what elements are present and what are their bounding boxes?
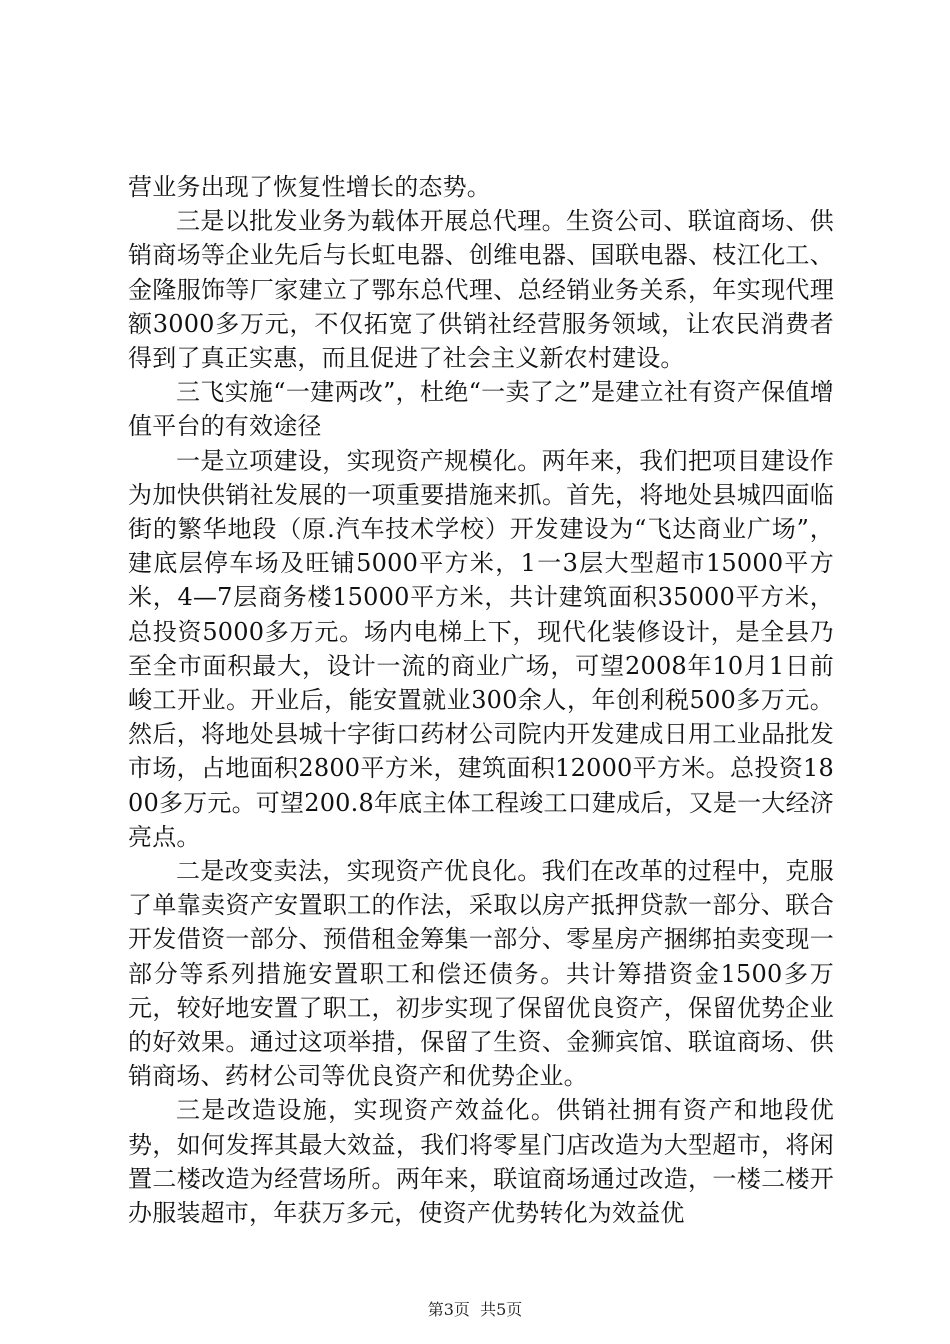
paragraph-general-agency: 三是以批发业务为载体开展总代理。生资公司、联谊商场、供销商场等企业先后与长虹电器、创维电器、国联电器、枝江化工、金隆服饰等厂家建立了鄂东总代理、总经销业务关系，年实现代理额3000多万元，不仅拓宽了供销社经营服务领域，让农民消费者得到了真正实惠，而且促进了社会主义新农村建设。 [128, 207, 834, 373]
paragraph-continuation: 营业务出现了恢复性增长的态势。 [128, 173, 491, 201]
paragraph-facility-renovation: 三是改造设施，实现资产效益化。供销社拥有资产和地段优势，如何发挥其最大效益，我们将零星门店改造为大型超市，将闲置二楼改造为经营场所。两年来，联谊商场通过改造，一楼二楼开办服装超市，年获万多元，使资产优势转化为效益优 [128, 1096, 834, 1228]
section-heading-asset-platform: 三飞实施“一建两改”，杜绝“一卖了之”是建立社有资产保值增值平台的有效途径 [128, 378, 834, 441]
page-footer [0, 1300, 950, 1320]
document-body [128, 170, 834, 1230]
paragraph-project-construction: 一是立项建设，实现资产规模化。两年来，我们把项目建设作为加快供销社发展的一项重要措施来抓。首先，将地处县城四面临街的繁华地段（原.汽车技术学校）开发建设为“飞达商业广场”，建底层停车场及旺铺5000平方米，1一3层大型超市15000平方米，4—7层商务楼15000平方米，共计建筑面积35000平方米，总投资5000多万元。场内电梯上下，现代化装修设计，是全县乃至全市面积最大，设计一流的商业广场，可望2008年10月1日前峻工开业。开业后，能安置就业300余人，年创利税500多万元。然后，将地处县城十字街口药材公司院内开发建成日用工业品批发市场，占地面积2800平方米，建筑面积12000平方米。总投资1800多万元。可望200.8年底主体工程竣工口建成后，又是一大经济亮点。 [128, 446, 834, 851]
page-number-label: 第3页 共5页 [427, 1300, 523, 1319]
paragraph-sales-reform: 二是改变卖法，实现资产优良化。我们在改革的过程中，克服了单靠卖资产安置职工的作法，采取以房产抵押贷款一部分、联合开发借资一部分、预借租金筹集一部分、零星房产捆绑拍卖变现一部分等系列措施安置职工和偿还债务。共计筹措资金1500多万元，较好地安置了职工，初步实现了保留优良资产，保留优势企业的好效果。通过这项举措，保留了生资、金狮宾馆、联谊商场、供销商场、药材公司等优良资产和优势企业。 [128, 857, 834, 1091]
